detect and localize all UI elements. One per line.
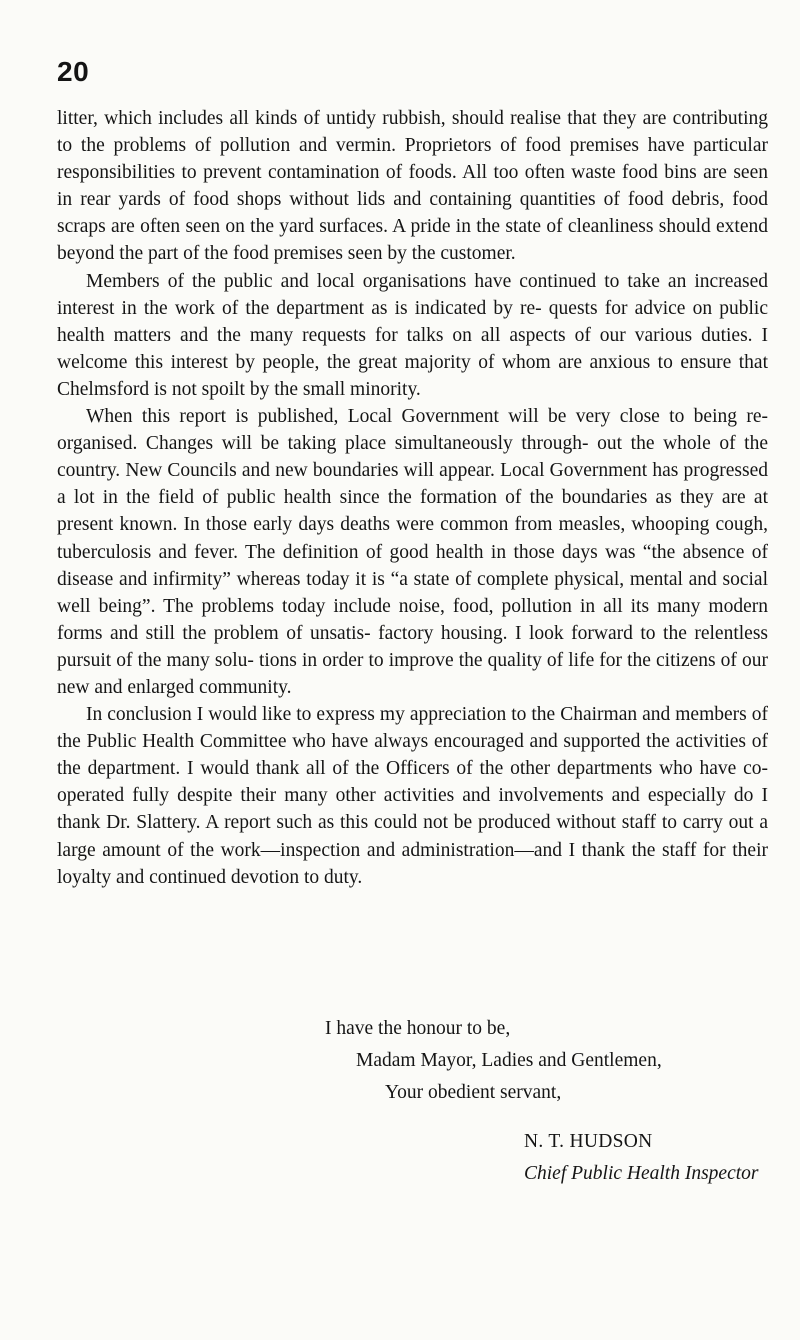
paragraph-2: Members of the public and local organisations have continued to take an increased interest in the work of the department as is indicated by re- quests for advice on public health matters and the many requests for talks on all aspects of our various duties. I welcome this interest by people, the great majority of whom are anxious to ensure that Chelmsford is not spoilt by the small minority. bbox=[57, 270, 768, 400]
paragraph-1: litter, which includes all kinds of untidy rubbish, should realise that they are contributing to the problems of pollution and vermin. Proprietors of food premises have particular responsibilities to prevent contamination of foods. All too often waste food bins are seen in rear yards of food shops without lids and containing quantities of food debris, food scraps are often seen on the yard surfaces. A pride in the state of cleanliness should extend beyond the part of the food premises seen by the customer. bbox=[57, 108, 768, 265]
paragraph-3: When this report is published, Local Government will be very close to being re-organised. Changes will be taking place simultaneously through- out the whole of the country. New Councils and new boundaries will appear. Local Government has progressed a lot in the field of public health since the formation of the boundaries as they are at present known. In those early days deaths were common from measles, whooping cough, tuberculosis and fever. The definition of good health in those days was “the absence of disease and infirmity” whereas today it is “a state of complete physical, mental and social well being”. The problems today include noise, food, pollution in all its many modern forms and still the problem of unsatis- factory housing. I look forward to the relentless pursuit of the many solu- tions in order to improve the quality of life for the citizens of our new and enlarged community. bbox=[57, 406, 768, 698]
page-number: 20 bbox=[57, 56, 90, 87]
closing-line-salutation: Madam Mayor, Ladies and Gentlemen, bbox=[356, 1050, 662, 1071]
signature-name: N. T. HUDSON bbox=[524, 1131, 653, 1152]
body-text bbox=[57, 105, 768, 891]
closing-line-servant: Your obedient servant, bbox=[385, 1082, 562, 1103]
closing-line-honour: I have the honour to be, bbox=[325, 1018, 511, 1039]
signature-title: Chief Public Health Inspector bbox=[524, 1163, 759, 1184]
paragraph-4: In conclusion I would like to express my appreciation to the Chairman and members of the Public Health Committee who have always encouraged and supported the activities of the department. I would thank all of the Officers of the other departments who have co-operated fully despite their many other activities and involvements and especially do I thank Dr. Slattery. A report such as this could not be produced without staff to carry out a large amount of the work—inspection and administration—and I thank the staff for their loyalty and continued devotion to duty. bbox=[57, 704, 768, 888]
